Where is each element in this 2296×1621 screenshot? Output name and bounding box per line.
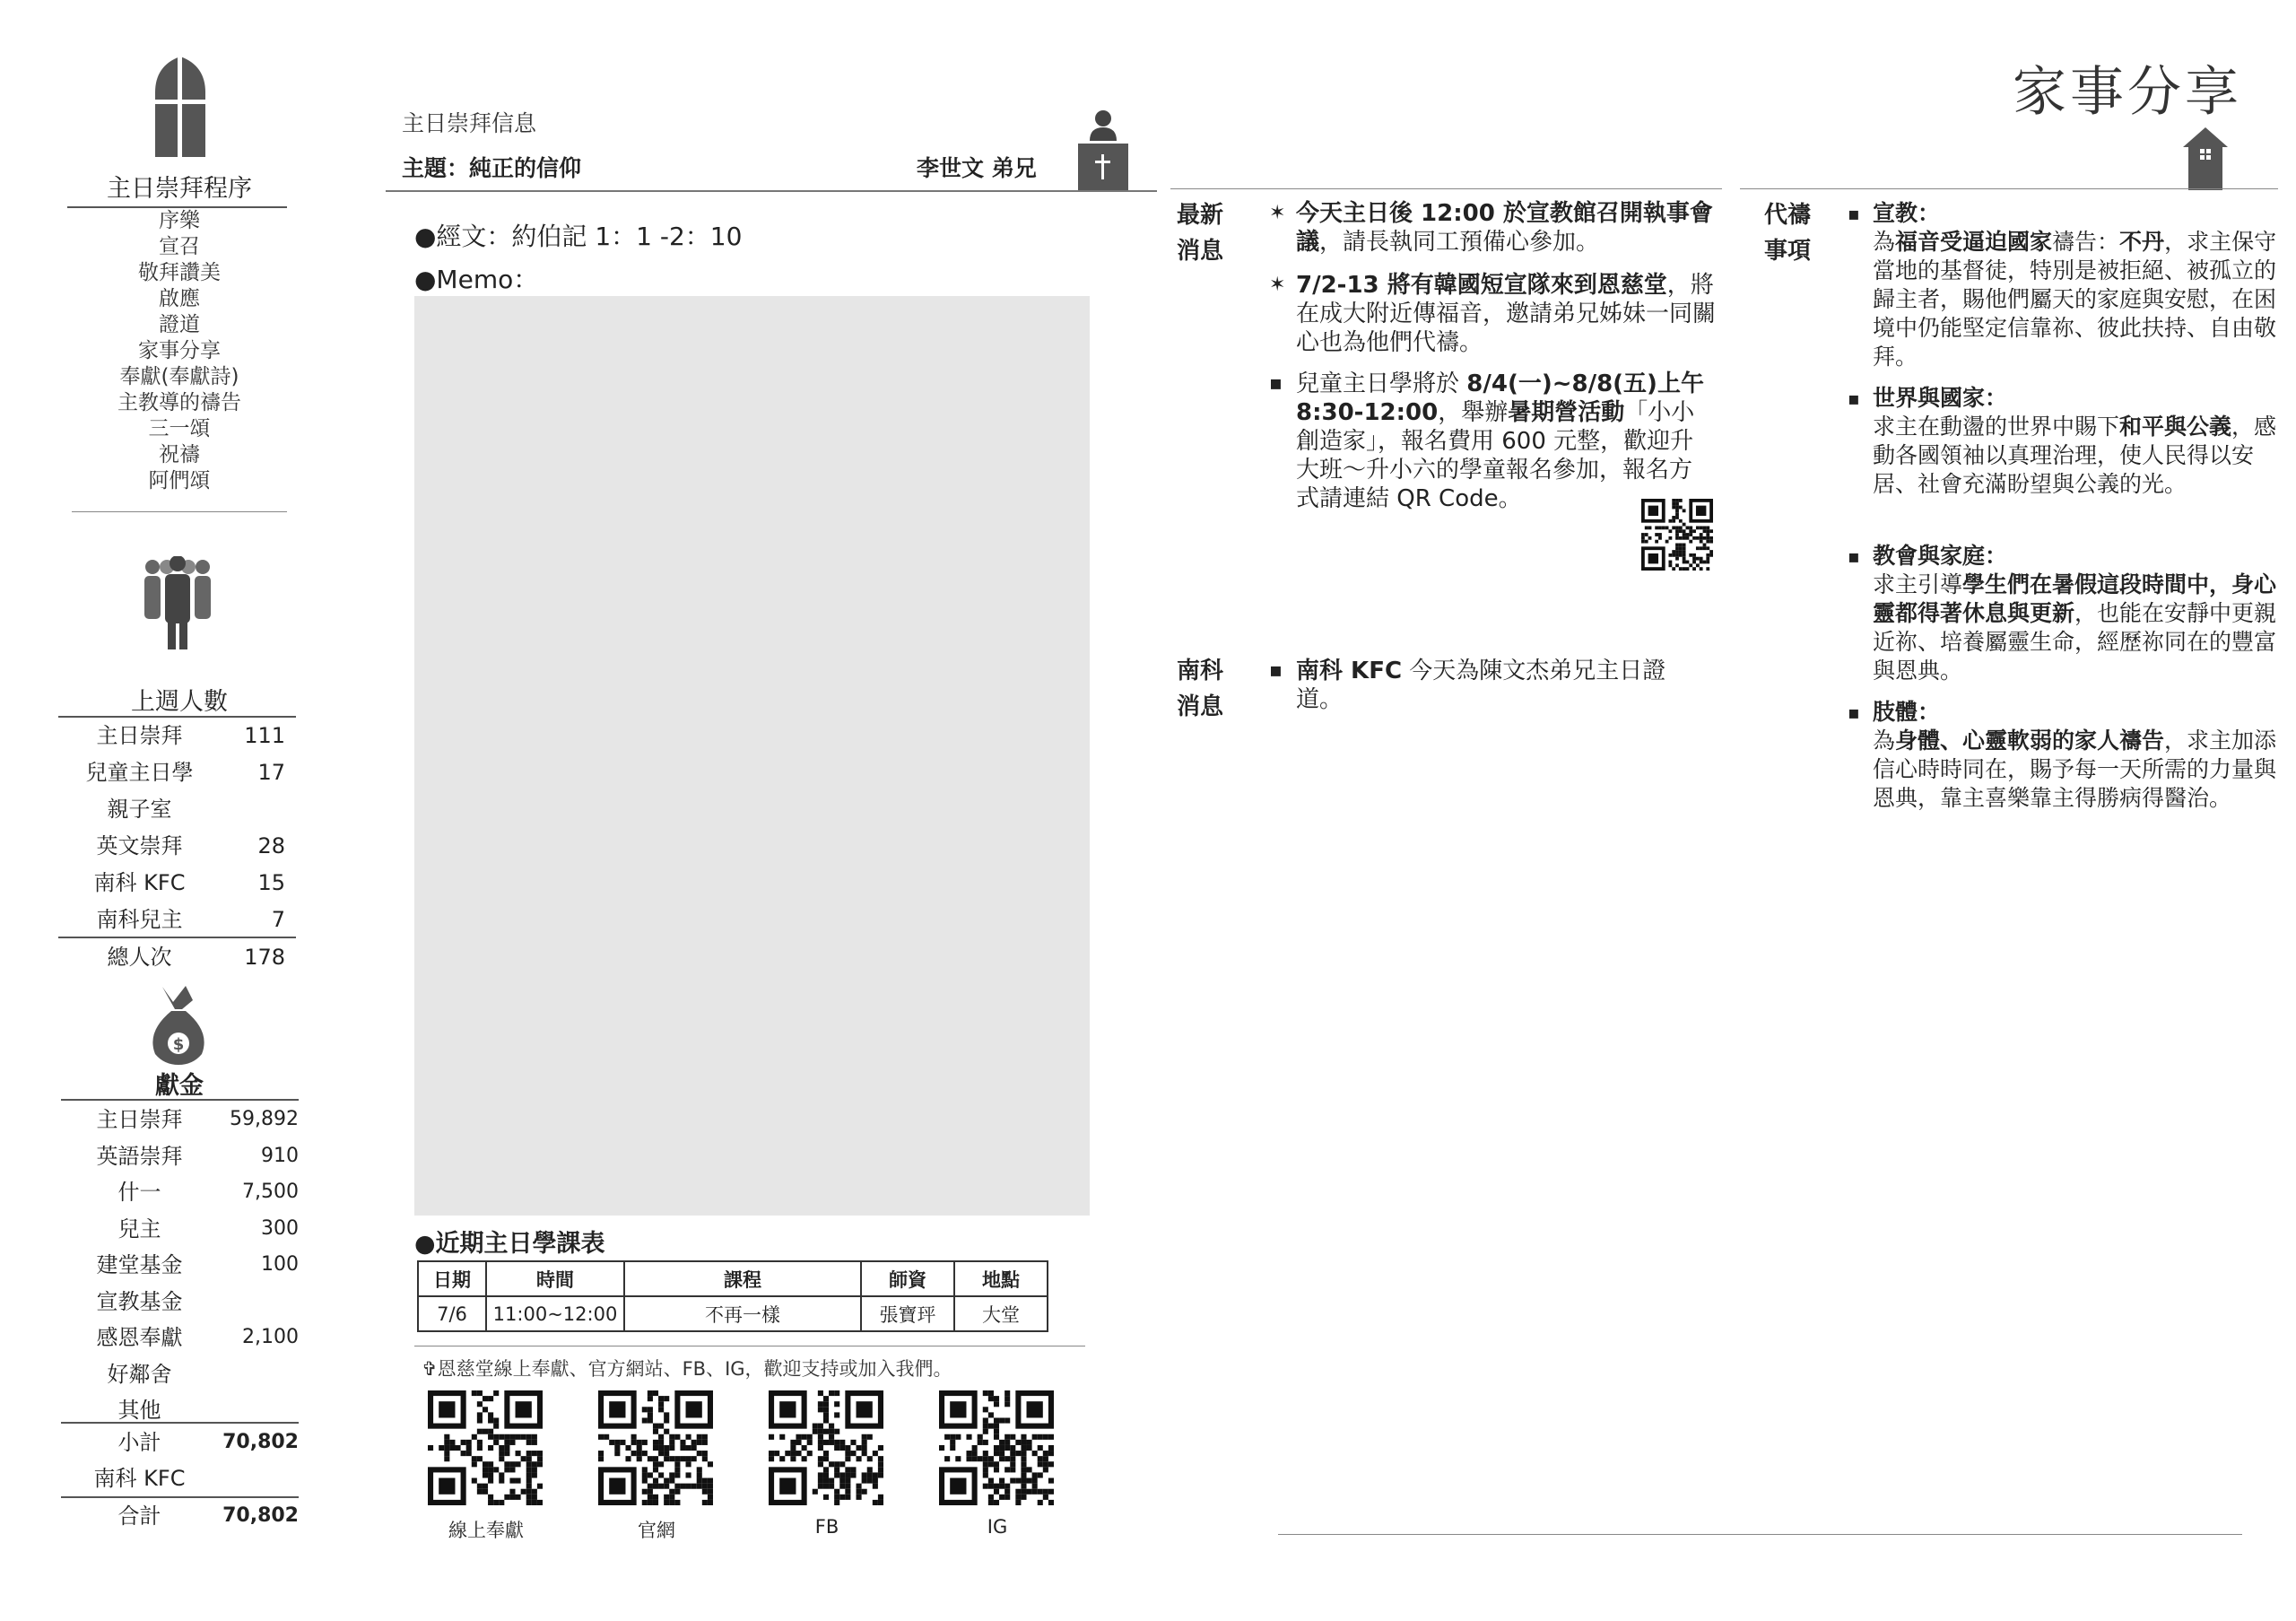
svg-text:$: $ (172, 1035, 185, 1054)
attendance-value: 17 (257, 760, 285, 785)
order-item: 祝禱 (159, 443, 200, 466)
prayer-heading: 宣教： (1873, 200, 1941, 226)
order-item: 主教導的禱告 (117, 391, 241, 414)
cell-teacher: 張寶玶 (861, 1296, 954, 1331)
offering-label: 其他 (117, 1398, 161, 1423)
order-item: 奉獻(奉獻詩) (119, 365, 239, 388)
memo-label: ●Memo： (414, 265, 539, 294)
order-item: 阿們頌 (148, 469, 211, 492)
prayer-item (1848, 542, 2278, 685)
attendance-row (61, 828, 299, 864)
qr-label-website: 官網 (638, 1520, 675, 1541)
qr-note: ✞恩慈堂線上奉獻、官方網站、FB、IG，歡迎支持或加入我們。 (422, 1358, 952, 1380)
col-date: 日期 (418, 1261, 486, 1296)
offering-label: 英語崇拜 (96, 1143, 183, 1169)
people-icon (142, 556, 213, 650)
message-header: 主日崇拜信息 (402, 110, 537, 136)
bullet-icon: ▪ (1848, 702, 1860, 723)
offering-row (61, 1174, 299, 1210)
col-teacher: 師資 (861, 1261, 954, 1296)
schedule-table (417, 1260, 1048, 1332)
attendance-label: 南科 KFC (93, 870, 186, 895)
offering-value: 59,892 (230, 1108, 299, 1130)
qr-code-icon[interactable] (939, 1390, 1054, 1505)
offering-row (61, 1138, 299, 1174)
bullet-icon: ▪ (1848, 388, 1860, 409)
offering-value: 2,100 (242, 1326, 299, 1348)
news-label-2: 消息 (1177, 238, 1224, 265)
attendance-row (61, 865, 299, 901)
qr-label-fb: FB (814, 1516, 839, 1538)
col-course: 課程 (624, 1261, 861, 1296)
schedule-title: ●近期主日學課表 (414, 1230, 605, 1258)
attendance-row (61, 902, 299, 937)
offering-label: 兒主 (117, 1216, 161, 1242)
offering-label: 好鄰舍 (107, 1361, 172, 1387)
cell-time: 11:00~12:00 (486, 1296, 624, 1331)
col-location: 地點 (954, 1261, 1048, 1296)
order-item: 證道 (159, 313, 200, 336)
offering-label: 主日崇拜 (96, 1107, 183, 1132)
prayer-body: 求主在動盪的世界中賜下和平與公義，感動各國領袖以真理治理，使人民得以安居、社會充滿盼望與公義的光。 (1873, 414, 2277, 497)
attendance-value: 111 (244, 723, 285, 748)
news-item-2: ✶ 7/2-13 將有韓國短宣隊來到恩慈堂，將在成大附近傳福音，邀請弟兄姊妹一同關心也為他們代禱。 (1269, 272, 1717, 356)
house-icon (2183, 127, 2228, 190)
attendance-label: 兒童主日學 (85, 760, 194, 785)
col-time: 時間 (486, 1261, 624, 1296)
order-item: 敬拜讚美 (138, 261, 221, 284)
offering-value: 910 (261, 1144, 299, 1167)
offering-row (61, 1102, 299, 1137)
order-item: 序樂 (159, 209, 200, 232)
news-item-1: ✶ 今天主日後 12:00 於宣教館召開執事會議，請長執同工預備心參加。 (1269, 200, 1713, 256)
attendance-label: 親子室 (107, 797, 172, 822)
attendance-label: 南科兒主 (96, 907, 183, 932)
memo-area[interactable] (414, 296, 1090, 1216)
order-list (67, 208, 291, 494)
pulpit-icon (1076, 109, 1130, 190)
bullet-icon: ▪ (1848, 203, 1860, 224)
prayer-body: 為身體、心靈軟弱的家人禱告，求主加添信心時時同在，賜予每一天所需的力量與恩典，靠主喜樂靠主得勝病得醫治。 (1873, 728, 2277, 811)
table-row (418, 1296, 1048, 1331)
order-item: 啟應 (159, 287, 200, 310)
offering-title: 獻金 (155, 1072, 204, 1100)
offering-subtotal: 小計 70,802 (117, 1430, 299, 1455)
offering-value: 300 (261, 1216, 299, 1240)
bullet-icon: ▪ (1848, 545, 1860, 567)
qr-code-icon[interactable] (428, 1390, 543, 1505)
prayer-heading: 教會與家庭： (1873, 543, 2008, 569)
offering-label: 宣教基金 (96, 1288, 183, 1314)
section-big-title: 家事分享 (2013, 61, 2242, 124)
qr-label-ig: IG (987, 1516, 1008, 1538)
order-item: 宣召 (159, 235, 200, 258)
attendance-row (61, 718, 299, 754)
attendance-value: 28 (257, 833, 285, 858)
schedule-header-row (418, 1261, 1048, 1296)
offering-label: 感恩奉獻 (96, 1325, 183, 1350)
attendance-row (61, 791, 299, 827)
prayer-label-1: 代禱 (1764, 202, 1812, 229)
news-item-3: ▪ 兒童主日學將於 8/4(一)~8/8(五)上午8:30-12:00，舉辦暑期營活動「小小創造家」，報名費用 600 元整，歡迎升大班～升小六的學童報名參加，報名方式請連結 QR Code。 (1269, 370, 1704, 512)
qr-code-icon[interactable] (598, 1390, 713, 1505)
cell-location: 大堂 (954, 1296, 1048, 1331)
news-label-1: 最新 (1177, 202, 1224, 229)
prayer-heading: 世界與國家： (1873, 385, 2008, 411)
qr-code-icon[interactable] (1641, 499, 1713, 571)
attendance-label: 英文崇拜 (96, 833, 183, 858)
cell-date: 7/6 (418, 1296, 486, 1331)
attendance-row (61, 754, 299, 790)
south-news-item: ▪ 南科 KFC 今天為陳文杰弟兄主日證道。 (1269, 658, 1666, 713)
prayer-item (1848, 384, 2278, 499)
offering-row (61, 1356, 299, 1392)
qr-label-offering: 線上奉獻 (448, 1520, 524, 1541)
prayer-heading: 肢體： (1873, 699, 1941, 725)
prayer-body: 求主引導學生們在暑假這段時間中，身心靈都得著休息與更新，也能在安靜中更親近祢、培養屬靈生命，經歷祢同在的豐富與恩典。 (1873, 571, 2277, 684)
qr-code-icon[interactable] (769, 1390, 883, 1505)
cell-course: 不再一樣 (624, 1296, 861, 1331)
offering-row (61, 1247, 299, 1283)
offering-value: 7,500 (242, 1181, 299, 1203)
offering-row (61, 1284, 299, 1320)
attendance-title: 上週人數 (131, 688, 228, 716)
prayer-item (1848, 199, 2278, 371)
sermon-theme: 主題：純正的信仰 (402, 155, 582, 181)
offering-row (61, 1320, 299, 1355)
order-item: 家事分享 (138, 339, 221, 362)
offering-row (61, 1211, 299, 1247)
church-window-icon (155, 57, 205, 157)
order-title: 主日崇拜程序 (107, 175, 252, 203)
scripture-line: ●經文：約伯記 1：1 -2：10 (414, 222, 743, 251)
order-item: 三一頌 (148, 417, 211, 440)
offering-value: 100 (261, 1253, 299, 1276)
offering-total: 合計 70,802 (117, 1503, 299, 1529)
money-bag-icon (146, 982, 211, 1065)
offering-label: 建堂基金 (96, 1252, 183, 1277)
attendance-value: 15 (257, 870, 285, 895)
speaker-name: 李世文 弟兄 (917, 155, 1037, 181)
prayer-body: 為福音受逼迫國家禱告：不丹，求主保守當地的基督徒，特別是被拒絕、被孤立的歸主者，賜他們屬天的家庭與安慰，在困境中仍能堅定信靠祢、彼此扶持、自由敬拜。 (1873, 229, 2277, 370)
attendance-value: 7 (271, 907, 285, 932)
prayer-item (1848, 698, 2278, 813)
south-label-2: 消息 (1177, 693, 1224, 720)
offering-kfc: 南科 KFC (93, 1466, 186, 1491)
prayer-label-2: 事項 (1764, 238, 1812, 265)
south-label-1: 南科 (1177, 658, 1224, 684)
attendance-total: 總人次 178 (107, 945, 285, 970)
attendance-label: 主日崇拜 (96, 723, 183, 748)
offering-label: 什一 (117, 1180, 161, 1205)
